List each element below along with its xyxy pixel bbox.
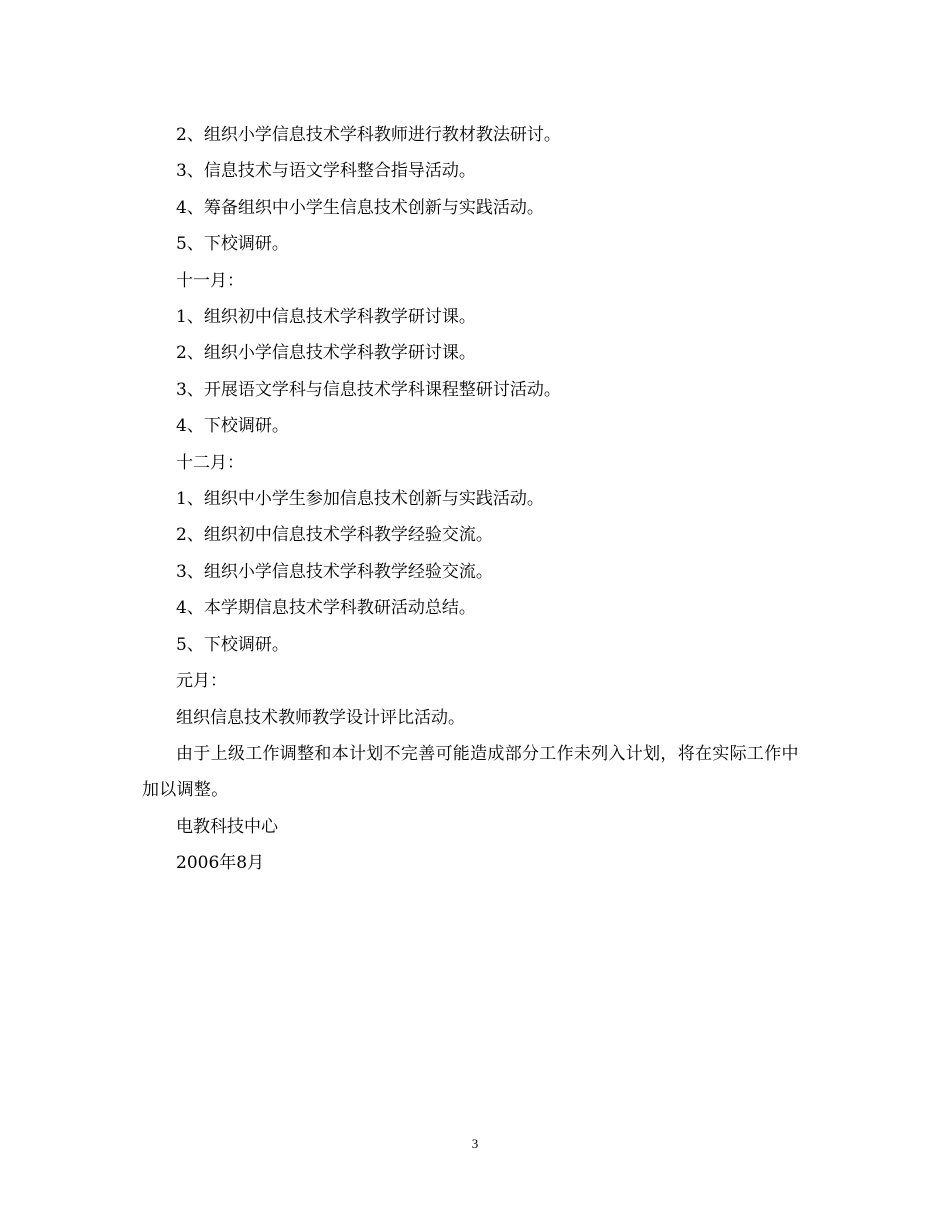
list-item: 5、下校调研。 — [176, 234, 289, 255]
list-item: 2、组织小学信息技术学科教学研讨课。 — [176, 343, 476, 364]
list-item: 3、开展语文学科与信息技术学科课程整研讨活动。 — [176, 379, 561, 400]
month-heading: 元月： — [176, 671, 227, 692]
list-item: 4、本学期信息技术学科教研活动总结。 — [176, 598, 476, 619]
closing-paragraph: 由于上级工作调整和本计划不完善可能造成部分工作未列入计划，将在实际工作中加以调整。 — [142, 743, 799, 801]
list-item: 3、组织小学信息技术学科教学经验交流。 — [176, 561, 493, 582]
document-body — [142, 117, 812, 882]
list-item: 1、组织中小学生参加信息技术创新与实践活动。 — [176, 489, 544, 510]
list-item: 组织信息技术教师教学设计评比活动。 — [176, 707, 465, 728]
list-item: 3、信息技术与语文学科整合指导活动。 — [176, 161, 476, 182]
month-heading: 十二月： — [176, 452, 244, 473]
signature: 电教科技中心 — [176, 816, 278, 837]
list-item: 2、组织小学信息技术学科教师进行教材教法研讨。 — [176, 125, 561, 145]
list-item: 4、下校调研。 — [176, 416, 289, 437]
page-number: 3 — [471, 1136, 479, 1151]
list-item: 2、组织初中信息技术学科教学经验交流。 — [176, 525, 493, 546]
document-date: 2006年8月 — [176, 853, 265, 874]
month-heading: 十一月： — [176, 270, 244, 291]
list-item: 5、下校调研。 — [176, 634, 289, 655]
list-item: 4、筹备组织中小学生信息技术创新与实践活动。 — [176, 197, 544, 218]
list-item: 1、组织初中信息技术学科教学研讨课。 — [176, 307, 476, 328]
